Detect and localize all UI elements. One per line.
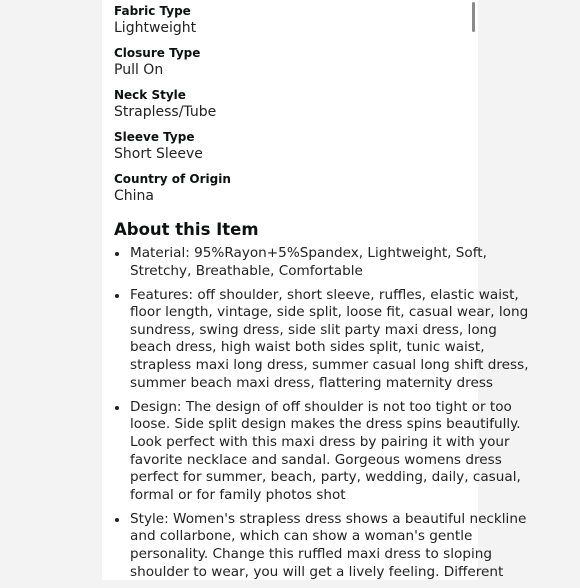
spec-label: Closure Type bbox=[114, 46, 201, 60]
bullet-line: summer beach maxi dress, flattering maternity dress bbox=[130, 374, 493, 391]
product-details-page bbox=[102, 0, 529, 580]
about-title: About this Item bbox=[114, 220, 259, 239]
bullet-line: floor length, vintage, side split, loose fit, casual wear, long bbox=[130, 304, 529, 321]
spec-country-of-origin bbox=[114, 171, 474, 204]
bullet-line: Look perfect with this maxi dress by pairing it with your bbox=[130, 433, 510, 450]
scrollbar[interactable] bbox=[472, 2, 475, 32]
spec-value: China bbox=[114, 188, 154, 204]
about-this-item-section bbox=[114, 220, 529, 588]
spec-neck-style bbox=[114, 87, 474, 120]
spec-value: Lightweight bbox=[114, 20, 197, 36]
spec-value: Short Sleeve bbox=[114, 146, 203, 162]
bullet-dot-icon bbox=[115, 518, 119, 522]
bullet-line: strapless maxi long dress, summer casual long shift dress, bbox=[130, 357, 529, 374]
spec-label: Sleeve Type bbox=[114, 130, 195, 144]
bullet-dot-icon bbox=[115, 406, 119, 410]
bullet-line: sundress, swing dress, side slit party maxi dress, long bbox=[130, 321, 497, 338]
bullet-line: Design: The design of off shoulder is not too tight or too bbox=[130, 398, 512, 415]
bullet-line: and collarbone, which can show a woman's gentle bbox=[130, 528, 473, 545]
spec-closure-type bbox=[114, 45, 474, 78]
bullet-style bbox=[114, 510, 527, 581]
about-bullet-list bbox=[114, 245, 529, 581]
bullet-line: perfect for summer, beach, party, wedding, daily, casual, bbox=[130, 469, 521, 486]
bullet-features bbox=[114, 286, 529, 393]
bullet-dot-icon bbox=[115, 252, 119, 256]
bullet-line: favorite necklace and sandal. Gorgeous womens dress bbox=[130, 451, 502, 468]
spec-sleeve-type bbox=[114, 129, 474, 162]
bullet-line: formal or for family photos shot bbox=[130, 486, 346, 503]
spec-label: Fabric Type bbox=[114, 4, 191, 18]
product-specs bbox=[114, 3, 474, 213]
bullet-line: Material: 95%Rayon+5%Spandex, Lightweight, Soft, bbox=[130, 245, 487, 261]
bullet-line: personality. Change this ruffled maxi dress to sloping bbox=[130, 546, 492, 562]
spec-label: Country of Origin bbox=[114, 172, 231, 186]
bullet-design bbox=[114, 398, 521, 505]
bullet-line: Style: Women's strapless dress shows a beautiful neckline bbox=[130, 510, 527, 527]
spec-value: Strapless/Tube bbox=[114, 104, 217, 120]
spec-fabric-type bbox=[114, 3, 474, 36]
bullet-line: loose. Side split design makes the dress spins beautifully. bbox=[130, 416, 521, 433]
bullet-dot-icon bbox=[115, 294, 119, 298]
spec-label: Neck Style bbox=[114, 88, 186, 102]
bullet-line: Stretchy, Breathable, Comfortable bbox=[130, 262, 363, 279]
bullet-material bbox=[114, 245, 487, 280]
bullet-line: beach dress, high waist both sides split, tunic waist, bbox=[130, 339, 485, 356]
bullet-line: Features: off shoulder, short sleeve, ruffles, elastic waist, bbox=[130, 286, 519, 303]
spec-value: Pull On bbox=[114, 62, 164, 78]
bullet-line: shoulder to wear, you will get a lively feeling. Different bbox=[130, 563, 504, 580]
